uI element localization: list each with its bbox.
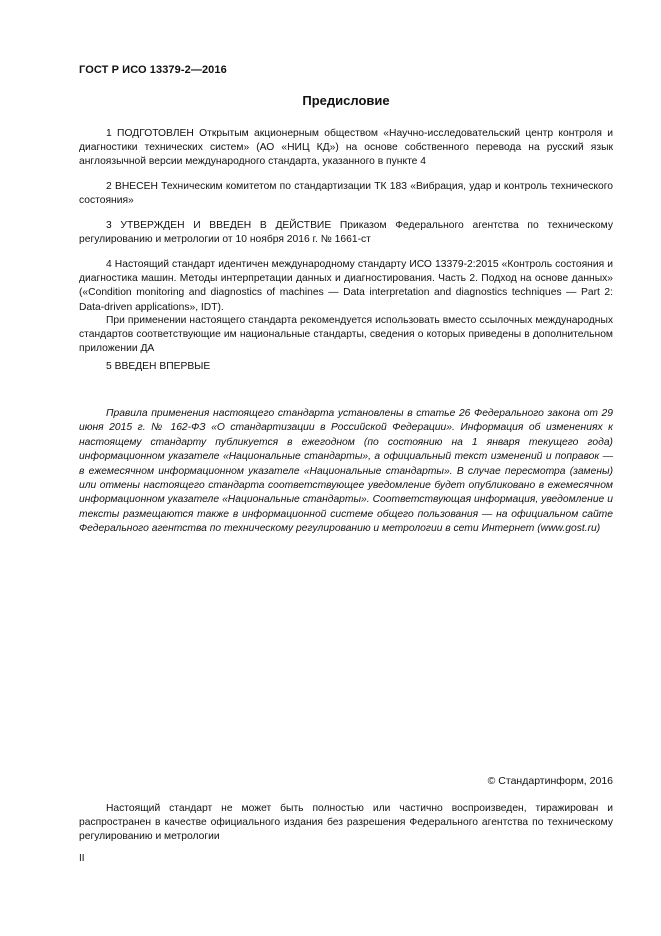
application-rules-notice: Правила применения настоящего стандарта установлены в статье 26 Федерального закона от 29 июня 2015 г. № 162-ФЗ «О стандартизации в Российской Федерации». Информация об изменениях к настоящему стандарту публикуется в ежегодном (по состоянию на 1 января текущего года) информационном указателе «Национальные стандарты», а официальный текст изменений и поправок — в ежемесячном информационном указателе «Национальные стандарты». В случае пересмотра (замены) или отмены настоящего стандарта соответствующее уведомление будет опубликовано в ежемесячном информационном указателе «Национальные стандарты». Соответствующая информация, уведомление и тексты размещаются также в информационной системе общего пользования — на официальном сайте Федерального агентства по техническому регулированию и метрологии в сети Интернет (www.gost.ru) bbox=[79, 408, 613, 535]
paragraph-references: При применении настоящего стандарта рекомендуется использовать вместо ссылочных международных стандартов соответствующие им национальные стандарты, сведения о которых приведены в дополнительном приложении ДА bbox=[79, 315, 613, 355]
copyright-line: © Стандартинформ, 2016 bbox=[487, 775, 613, 787]
paragraph-approved: 3 УТВЕРЖДЕН И ВВЕДЕН В ДЕЙСТВИЕ Приказом Федерального агентства по техническому регулированию и метрологии от 10 ноября 2016 г. № 1661-ст bbox=[79, 220, 613, 246]
paragraph-prepared: 1 ПОДГОТОВЛЕН Открытым акционерным обществом «Научно-исследовательский центр контроля и диагностики технических систем» (АО «НИЦ КД») на основе собственного перевода на русский язык англоязычной версии международного стандарта, указанного в пункте 4 bbox=[79, 128, 613, 168]
document-code-header: ГОСТ Р ИСО 13379-2—2016 bbox=[79, 64, 227, 76]
paragraph-introduced: 2 ВНЕСЕН Техническим комитетом по стандартизации ТК 183 «Вибрация, удар и контроль технического состояния» bbox=[79, 181, 613, 207]
paragraph-identical: 4 Настоящий стандарт идентичен международному стандарту ИСО 13379-2:2015 «Контроль состояния и диагностика машин. Методы интерпретации данных и диагностирования. Часть 2. Подход на основе данных» («Condition monitoring and diagnostics of machines — Data interpretation and diagnostics techniques — Part 2: Data-driven applications», IDT). bbox=[79, 259, 613, 313]
page-number: II bbox=[79, 853, 85, 864]
page-title: Предисловие bbox=[302, 93, 390, 108]
reproduction-notice: Настоящий стандарт не может быть полностью или частично воспроизведен, тиражирован и распространен в качестве официального издания без разрешения Федерального агентства по техническому регулированию и метрологии bbox=[79, 803, 613, 843]
paragraph-first-introduced: 5 ВВЕДЕН ВПЕРВЫЕ bbox=[106, 361, 211, 372]
